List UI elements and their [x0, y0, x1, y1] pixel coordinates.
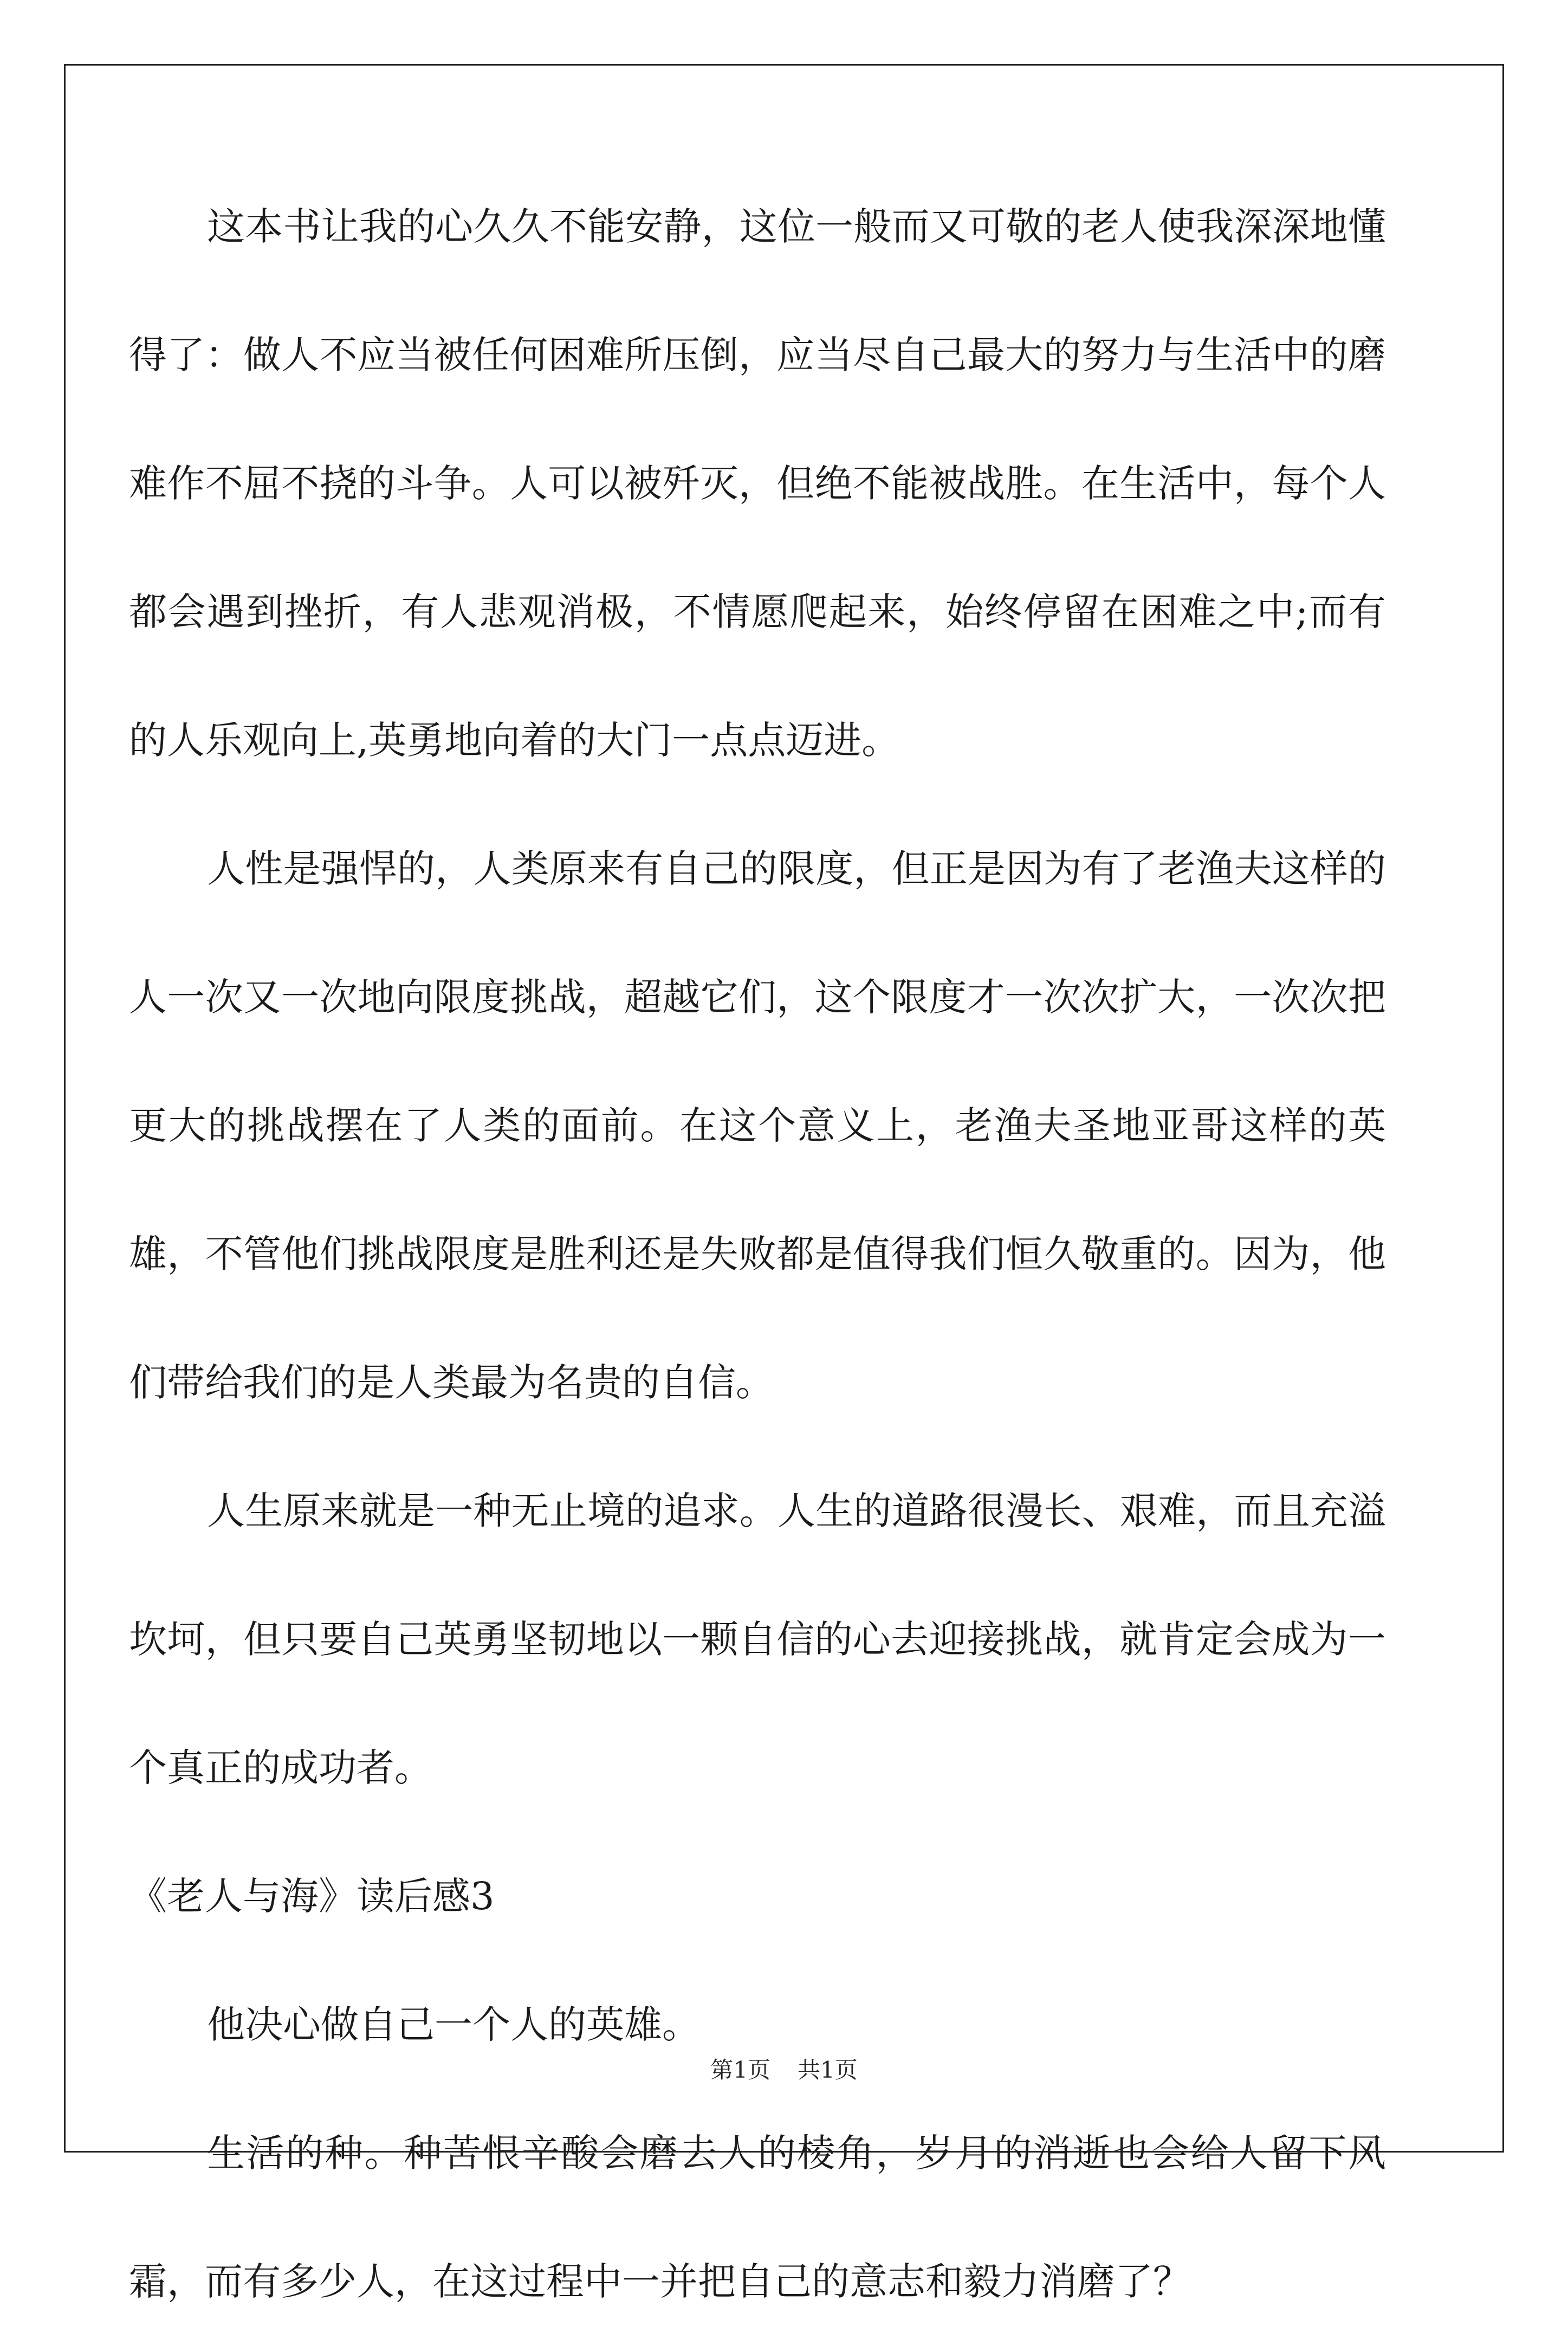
- paragraph-2: 人性是强悍的，人类原来有自己的限度，但正是因为有了老渔夫这样的人一次又一次地向限度挑战，超越它们，这个限度才一次次扩大，一次次把更大的挑战摆在了人类的面前。在这个意义上，老渔夫圣地亚哥这样的英雄，不管他们挑战限度是胜利还是失败都是值得我们恒久敬重的。因为，他们带给我们的是人类最为名贵的自信。: [129, 846, 1386, 1405]
- paragraph-5: 生活的种。种苦恨辛酸会磨去人的棱角，岁月的消逝也会给人留下风霜，而有多少人，在这过程中一并把自己的意志和毅力消磨了？: [129, 2131, 1386, 2304]
- page-footer: [0, 2054, 1568, 2086]
- paragraph-3: 人生原来就是一种无止境的追求。人生的道路很漫长、艰难，而且充溢坎坷，但只要自己英勇坚韧地以一颗自信的心去迎接挑战，就肯定会成为一个真正的成功者。: [129, 1489, 1386, 1790]
- page-number: 第1页: [710, 2057, 770, 2083]
- paragraph-4: 他决心做自己一个人的英雄。: [207, 2002, 700, 2047]
- section-heading: 《老人与海》读后感3: [129, 1874, 495, 1918]
- document-body: [129, 163, 1386, 2346]
- page-total: 共1页: [798, 2057, 858, 2083]
- paragraph-1: 这本书让我的心久久不能安静，这位一般而又可敬的老人使我深深地懂得了：做人不应当被任何困难所压倒，应当尽自己最大的努力与生活中的磨难作不屈不挠的斗争。人可以被歼灭，但绝不能被战胜。在生活中，每个人都会遇到挫折，有人悲观消极，不情愿爬起来，始终停留在困难之中;而有的人乐观向上,英勇地向着的大门一点点迈进。: [129, 204, 1386, 762]
